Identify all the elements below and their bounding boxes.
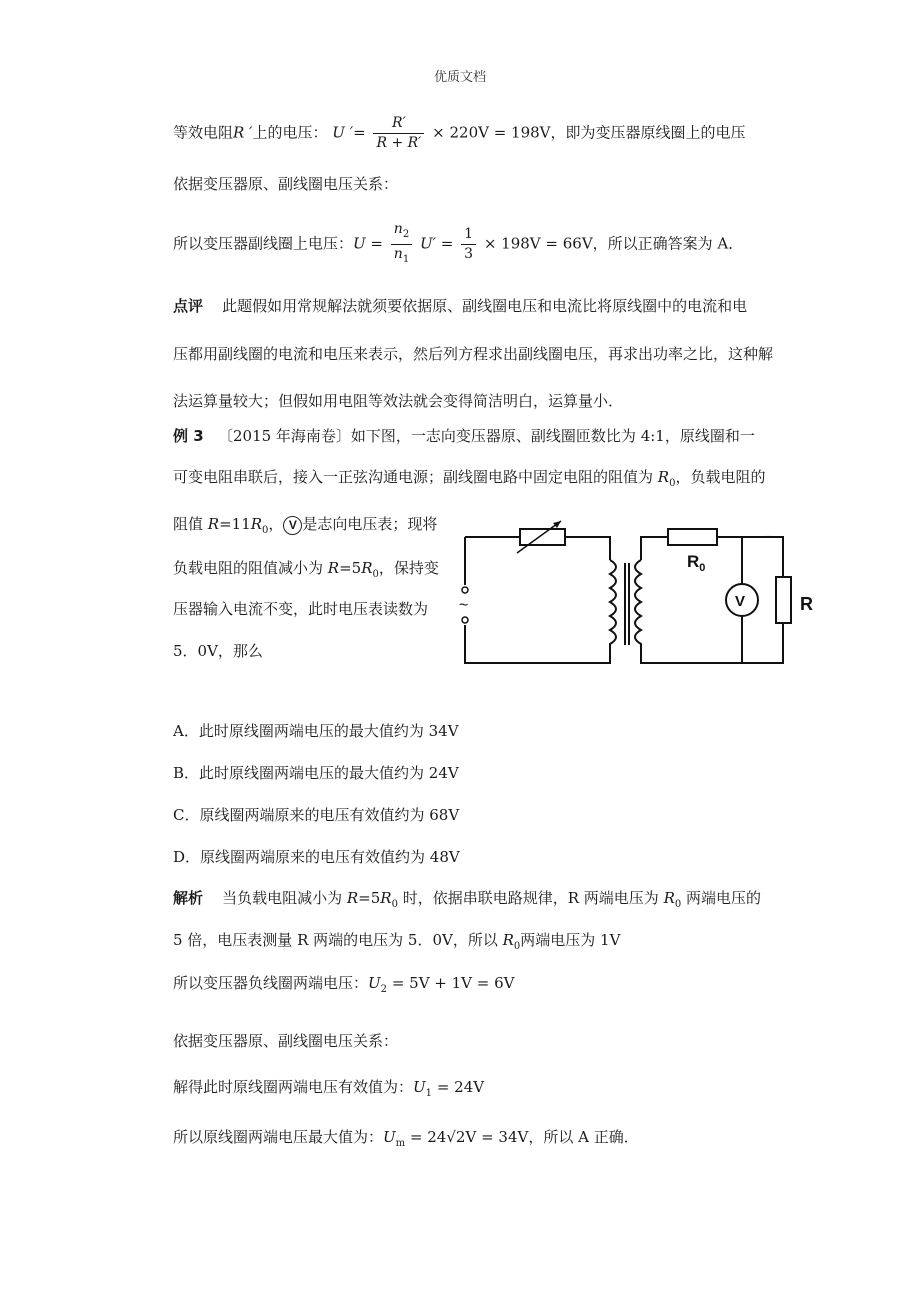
- fraction-r: $\frac{R'}{R + R'}$: [373, 114, 424, 153]
- example-line-5: 压器输入电流不变，此时电压表读数为: [173, 600, 429, 618]
- review-line-2: 压都用副线圈的电流和电压来表示，然后列方程求出副线圈电压，再求出功率之比，这种解: [173, 345, 774, 363]
- voltmeter-icon: V: [283, 516, 302, 535]
- analysis-line-2: 5 倍，电压表测量 R 两端的电压为 5．0V，所以 $R_0$两端电压为 1V: [173, 931, 621, 952]
- example-line-1: 例 3 〔2015 年海南卷〕如下图，一志向变压器原、副线圈匝数比为 4:1，原线圈和一: [173, 427, 755, 445]
- svg-text:...: ...: [765, 529, 774, 540]
- analysis-line-3: 所以变压器负线圈两端电压：$U_2 = 5V + 1V = 6V$: [173, 974, 515, 995]
- option-b: B．此时原线圈两端电压的最大值约为 24V: [173, 764, 459, 782]
- r0-label: $R_0$: [687, 552, 706, 574]
- analysis-line-1: 解析 当负载电阻减小为 $R=5R_0$ 时，依据串联电路规律，R 两端电压为 $R_0$ 两端电压的: [173, 889, 762, 910]
- analysis-line-5: 解得此时原线圈两端电压有效值为：$U_1 = 24V$: [173, 1078, 485, 1099]
- option-c: C．原线圈两端原来的电压有效值约为 68V: [173, 806, 460, 824]
- equivalent-resistance-line: 等效电阻R ′上的电压： U ′= $\frac{R'}{R + R'}$ × 220V = 198V，即为变压器原线圈上的电压: [173, 115, 746, 151]
- example-line-3: 阻值 $R=11R_0$， V 是志向电压表；现将: [173, 515, 438, 536]
- option-d: D．原线圈两端原来的电压有效值约为 48V: [173, 848, 460, 866]
- relation-line-1: 依据变压器原、副线圈电压关系：: [173, 175, 399, 193]
- option-a: A．此时原线圈两端电压的最大值约为 34V: [173, 722, 459, 740]
- load-resistor: [776, 577, 791, 623]
- circuit-diagram: [455, 515, 825, 670]
- transformer: [610, 560, 641, 647]
- review-line-1: 点评 此题假如用常规解法就须要依据原、副线圈电压和电流比将原线圈中的电流和电: [173, 297, 748, 315]
- review-line-3: 法运算量较大；但假如用电阻等效法就会变得简洁明白，运算量小．: [173, 392, 624, 410]
- resistor-r0: [668, 529, 717, 545]
- page-header: 优质文档: [433, 70, 486, 85]
- example-line-4: 负载电阻的阻值减小为 $R=5R_0$，保持变: [173, 559, 439, 580]
- example-line-2: 可变电阻串联后，接入一正弦沟通电源；副线圈电路中固定电阻的阻值为 $R_0$，负载电阻的: [173, 468, 766, 489]
- secondary-voltage-line: 所以变压器副线圈上电压：U = $\frac{n_2}{n_1}$ U′ = $\frac{1}{3}$ × 198V = 66V，所以正确答案为 A．: [173, 221, 744, 265]
- voltmeter-label: V: [735, 593, 746, 610]
- ac-source: [459, 587, 468, 623]
- svg-text:~: ~: [459, 597, 469, 614]
- analysis-line-6: 所以原线圈两端电压最大值为：$U_m = 24√2V = 34V$，所以 A 正确．: [173, 1128, 639, 1149]
- load-resistor-label: R: [800, 594, 813, 614]
- example-line-6: 5．0V，那么: [173, 642, 263, 660]
- analysis-line-4: 依据变压器原、副线圈电压关系：: [173, 1032, 399, 1050]
- variable-resistor: [520, 529, 565, 545]
